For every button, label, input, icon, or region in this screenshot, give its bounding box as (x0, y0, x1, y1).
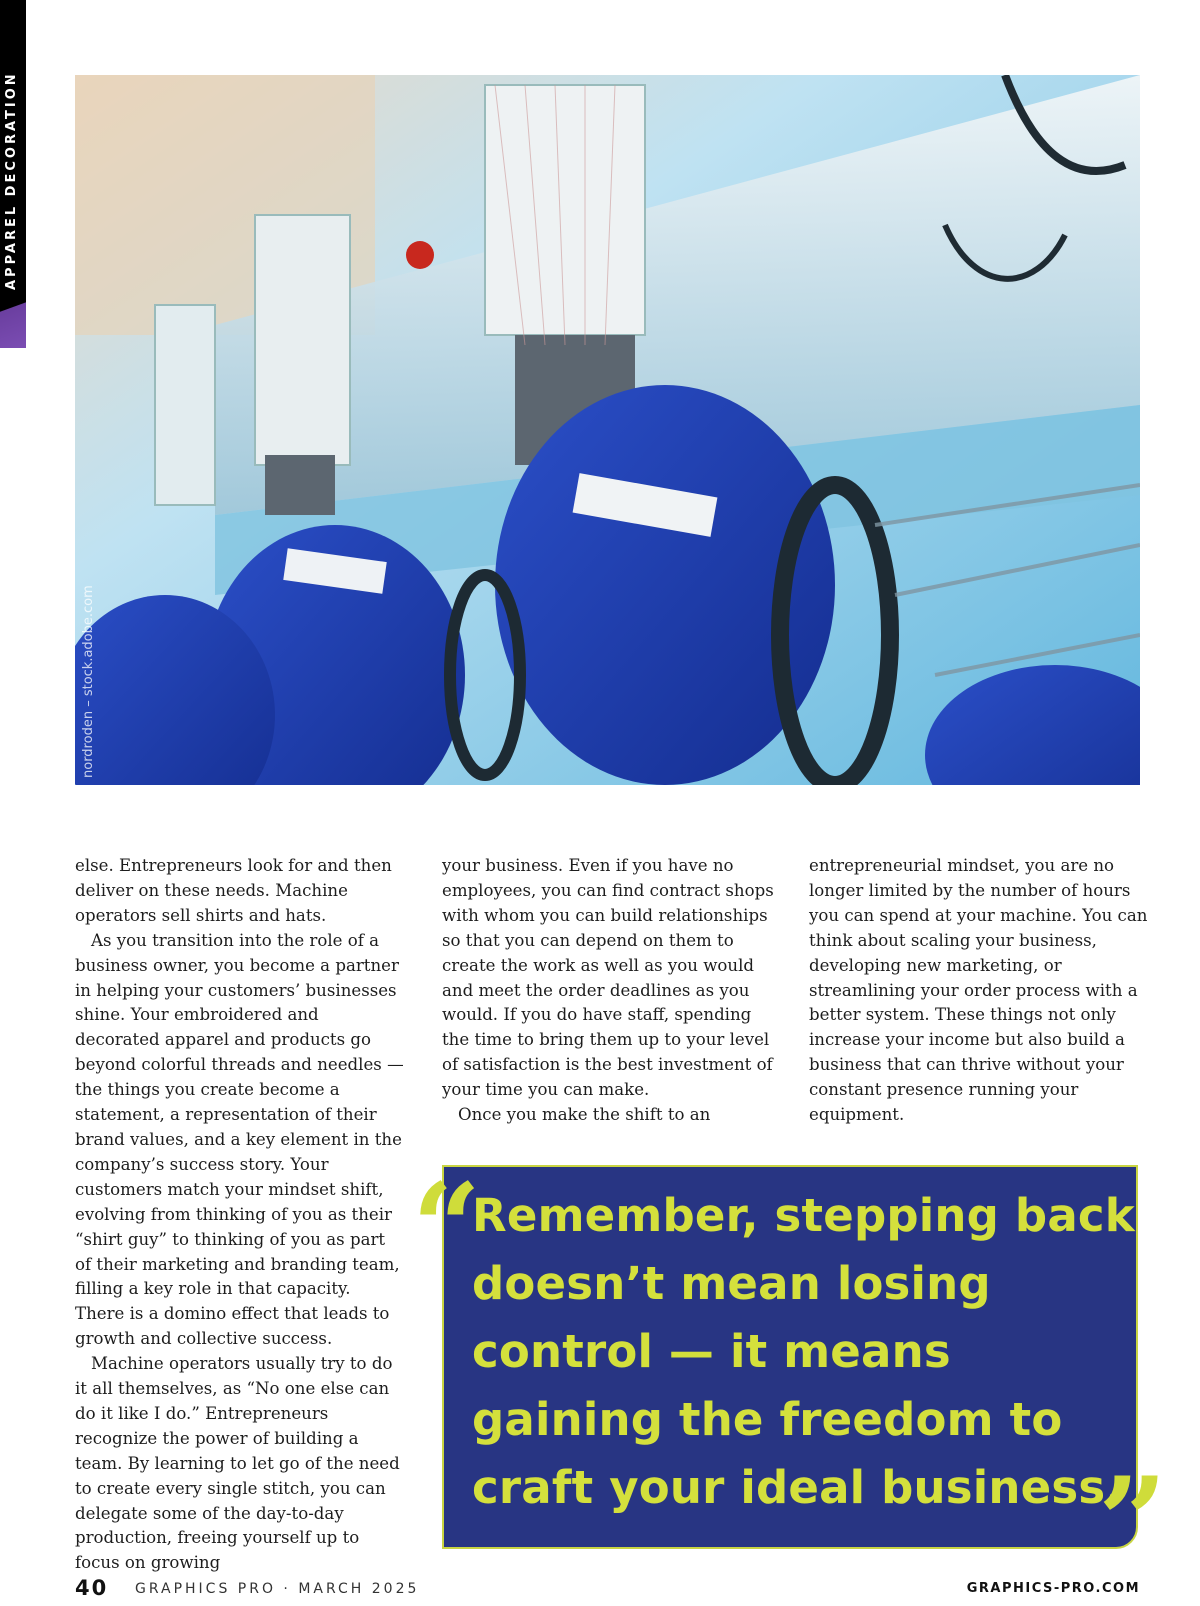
photo-credit: nordroden – stock.adobe.com (81, 585, 96, 778)
open-quote-mark: “ (412, 1157, 482, 1298)
paragraph: your business. Even if you have no employees, you can find contract shops with whom you can build relationships so that you can depend on them to create the work as well as you would and meet the order deadlines as you would. If you do have staff, spending the time to bring them up to your level of satisfaction is the best investment of your time you can make. (442, 856, 774, 1100)
paragraph: As you transition into the role of a business owner, you become a partner in helping your customers’ businesses shine. Your embroidered and decorated apparel and products go beyond colorful threads and needles — the things you create become a statement, a representation of their brand values, and a key element in the company’s success story. Your customers match your mindset shift, evolving from thinking of you as their “shirt guy” to thinking of you as part of their marketing and branding team, filling a key role in that capacity. There is a domino effect that leads to growth and collective success. (75, 930, 404, 1349)
article-column-2 (442, 854, 782, 1128)
article-column-3 (809, 854, 1149, 1128)
page-number: 40 (75, 1576, 109, 1600)
section-label: APPAREL DECORATION (4, 71, 19, 290)
close-quote-mark: ” (1098, 1451, 1168, 1592)
article-photo (75, 75, 1140, 785)
paragraph: else. Entrepreneurs look for and then deliver on these needs. Machine operators sell shirts and hats. (75, 856, 392, 925)
paragraph: entrepreneurial mindset, you are no longer limited by the number of hours you can spend at your machine. You can think about scaling your business, developing new marketing, or streamlining your order process with a better system. These things not only increase your income but also build a business that can thrive without your constant presence running your equipment. (809, 856, 1148, 1125)
website-url: GRAPHICS-PRO.COM (966, 1581, 1140, 1596)
embroidery-machine-with-blue-caps-photo (75, 75, 1140, 785)
section-tab-accent (0, 300, 26, 348)
pull-quote-text: Remember, stepping back doesn’t mean losing control — it means gaining the freedom to craft your ideal business. (472, 1189, 1135, 1514)
publication-info: GRAPHICS PRO · MARCH 2025 (135, 1581, 420, 1597)
page-footer (75, 1576, 1140, 1600)
paragraph: Once you make the shift to an (458, 1105, 711, 1125)
section-tab (0, 0, 26, 348)
paragraph: Machine operators usually try to do it all themselves, as “No one else can do it like I do.” Entrepreneurs recognize the power of building a team. By learning to let go of the need to create every single stitch, you can delegate some of the day-to-day production, freeing yourself up to focus on growing (75, 1354, 400, 1573)
article-column-1 (75, 854, 405, 1576)
